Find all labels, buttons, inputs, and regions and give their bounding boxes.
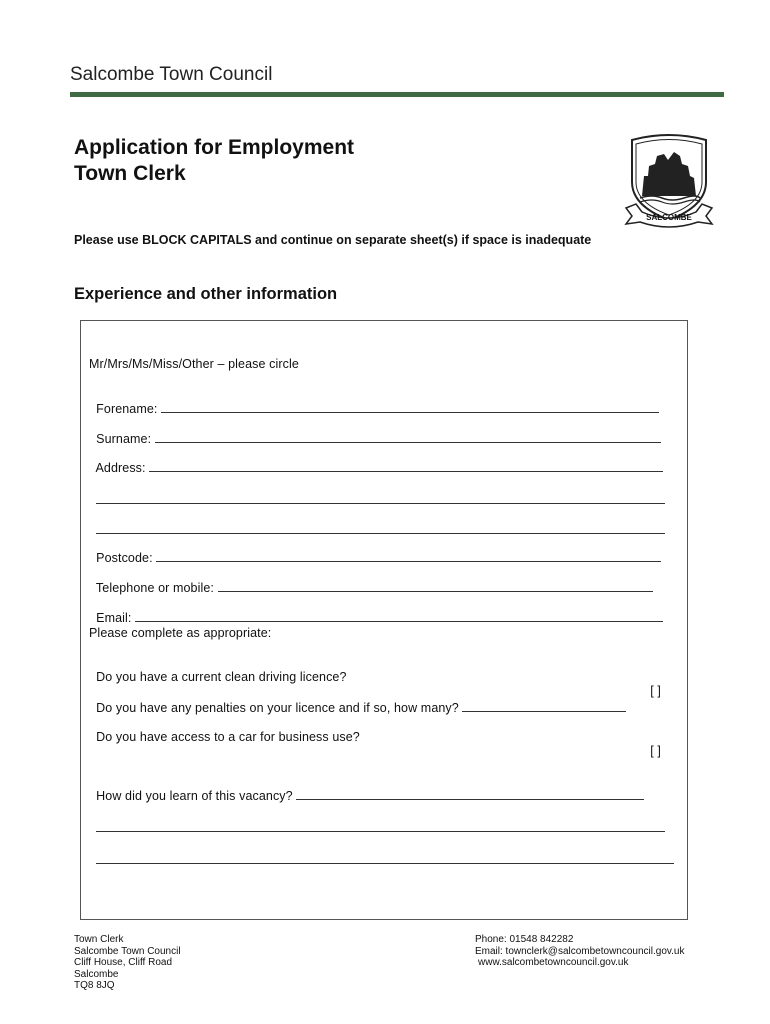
complete-note: Please complete as appropriate: <box>89 626 272 640</box>
footer-email: Email: townclerk@salcombetowncouncil.gov.uk <box>475 945 685 957</box>
postcode-label: Postcode: <box>96 551 153 565</box>
header-divider <box>70 92 724 97</box>
footer-contact <box>475 934 685 969</box>
section-heading: Experience and other information <box>74 285 338 303</box>
surname-field[interactable] <box>155 431 661 443</box>
vacancy-row-3 <box>89 838 674 867</box>
telephone-row <box>89 566 653 595</box>
telephone-field[interactable] <box>218 580 653 592</box>
car-access-checkbox[interactable]: [ ] <box>650 744 661 758</box>
penalties-question: Do you have any penalties on your licence and if so, how many? <box>96 701 459 715</box>
email-field[interactable] <box>135 610 663 622</box>
postcode-field[interactable] <box>156 550 661 562</box>
address-field-line1[interactable] <box>149 460 663 472</box>
footer-website: www.salcombetowncouncil.gov.uk <box>478 957 629 968</box>
address-label: Address: <box>95 461 146 475</box>
title-prompt: Mr/Mrs/Ms/Miss/Other – please circle <box>89 357 299 371</box>
vacancy-row-2 <box>89 806 665 835</box>
vacancy-field-line1[interactable] <box>296 788 644 800</box>
vacancy-field-line2[interactable] <box>96 820 665 832</box>
vacancy-field-line3[interactable] <box>96 852 674 864</box>
address-field-line2[interactable] <box>96 492 665 504</box>
header-organisation: Salcombe Town Council <box>70 64 273 85</box>
surname-row <box>89 417 661 446</box>
document-title <box>74 135 354 187</box>
vacancy-row <box>89 774 644 803</box>
address-row-2 <box>89 478 665 507</box>
svg-text:SALCOMBE: SALCOMBE <box>646 213 692 222</box>
driving-licence-checkbox[interactable]: [ ] <box>650 684 661 698</box>
address-row <box>89 446 663 475</box>
footer-address-line: Town Clerk <box>74 934 124 945</box>
penalties-row <box>89 686 626 715</box>
driving-licence-question: Do you have a current clean driving licence? <box>96 670 347 684</box>
email-row <box>89 596 663 625</box>
instructions-text: Please use BLOCK CAPITALS and continue on separate sheet(s) if space is inadequate <box>74 233 592 247</box>
footer-phone: Phone: 01548 842282 <box>475 934 574 945</box>
car-access-question: Do you have access to a car for business use? <box>96 730 360 744</box>
salcombe-crest-logo <box>622 132 716 230</box>
footer-address <box>74 934 181 992</box>
forename-field[interactable] <box>161 401 659 413</box>
forename-row <box>89 387 659 416</box>
penalties-field[interactable] <box>462 700 626 712</box>
address-field-line3[interactable] <box>96 522 665 534</box>
car-access-row <box>89 716 661 758</box>
footer-address-line: TQ8 8JQ <box>74 980 115 991</box>
address-row-3 <box>89 508 665 537</box>
footer-address-line: Salcombe Town Council <box>74 945 181 957</box>
postcode-row <box>89 536 661 565</box>
email-label: Email: <box>96 611 132 625</box>
forename-label: Forename: <box>96 402 158 416</box>
footer-address-line: Cliff House, Cliff Road <box>74 957 173 968</box>
vacancy-question: How did you learn of this vacancy? <box>96 789 293 803</box>
surname-label: Surname: <box>96 432 152 446</box>
document-title-line2: Town Clerk <box>74 162 186 185</box>
telephone-label: Telephone or mobile: <box>95 581 214 595</box>
document-title-line1: Application for Employment <box>74 136 355 159</box>
footer-address-line: Salcombe <box>74 968 119 980</box>
